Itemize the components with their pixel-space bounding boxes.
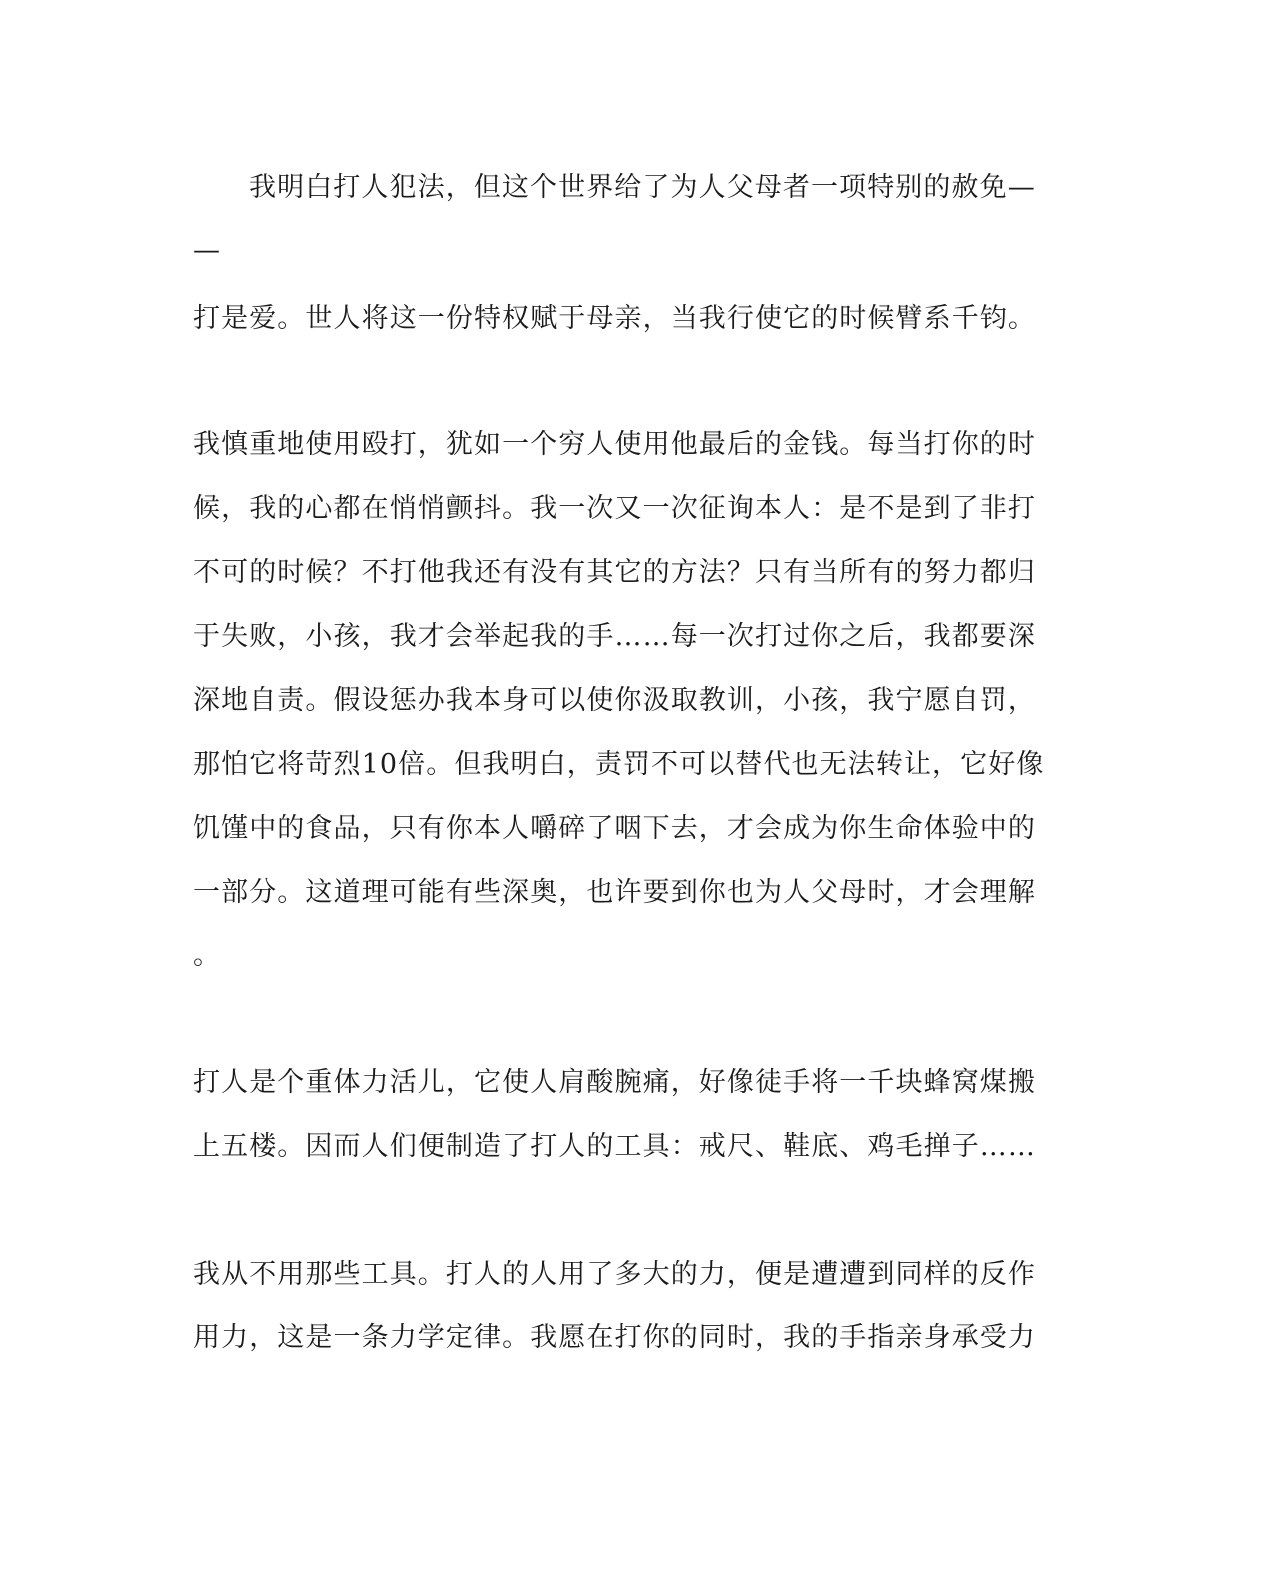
text-line: 我慎重地使用殴打，犹如一个穷人使用他最后的金钱。每当打你的时: [193, 429, 1036, 460]
text-line: 那怕它将苛烈10倍。但我明白，责罚不可以替代也无法转让，它好像: [193, 749, 1045, 780]
text-line: 。: [193, 940, 222, 971]
text-line: 打是爱。世人将这一份特权赋于母亲，当我行使它的时候臂系千钧。: [193, 303, 1036, 334]
text-line: 深地自责。假设惩办我本身可以使你汲取教训，小孩，我宁愿自罚，: [193, 685, 1036, 716]
text-line: —: [193, 235, 222, 266]
text-line: 于失败，小孩，我才会举起我的手……每一次打过你之后，我都要深: [193, 621, 1036, 652]
text-line: 我明白打人犯法，但这个世界给了为人父母者一项特别的赦免—: [249, 172, 1036, 203]
text-line: 不可的时候？不打他我还有没有其它的方法？只有当所有的努力都归: [193, 557, 1036, 588]
text-line: 打人是个重体力活儿，它使人肩酸腕痛，好像徒手将一千块蜂窝煤搬: [193, 1067, 1036, 1098]
text-line: 一部分。这道理可能有些深奥，也许要到你也为人父母时，才会理解: [193, 877, 1036, 908]
text-line: 我从不用那些工具。打人的人用了多大的力，便是遭遭到同样的反作: [193, 1259, 1036, 1290]
text-line: 候，我的心都在悄悄颤抖。我一次又一次征询本人：是不是到了非打: [193, 493, 1036, 524]
text-line: 上五楼。因而人们便制造了打人的工具：戒尺、鞋底、鸡毛掸子……: [193, 1131, 1036, 1162]
text-line: 用力，这是一条力学定律。我愿在打你的同时，我的手指亲身承受力: [193, 1322, 1036, 1353]
text-line: 饥馑中的食品，只有你本人嚼碎了咽下去，才会成为你生命体验中的: [193, 813, 1036, 844]
